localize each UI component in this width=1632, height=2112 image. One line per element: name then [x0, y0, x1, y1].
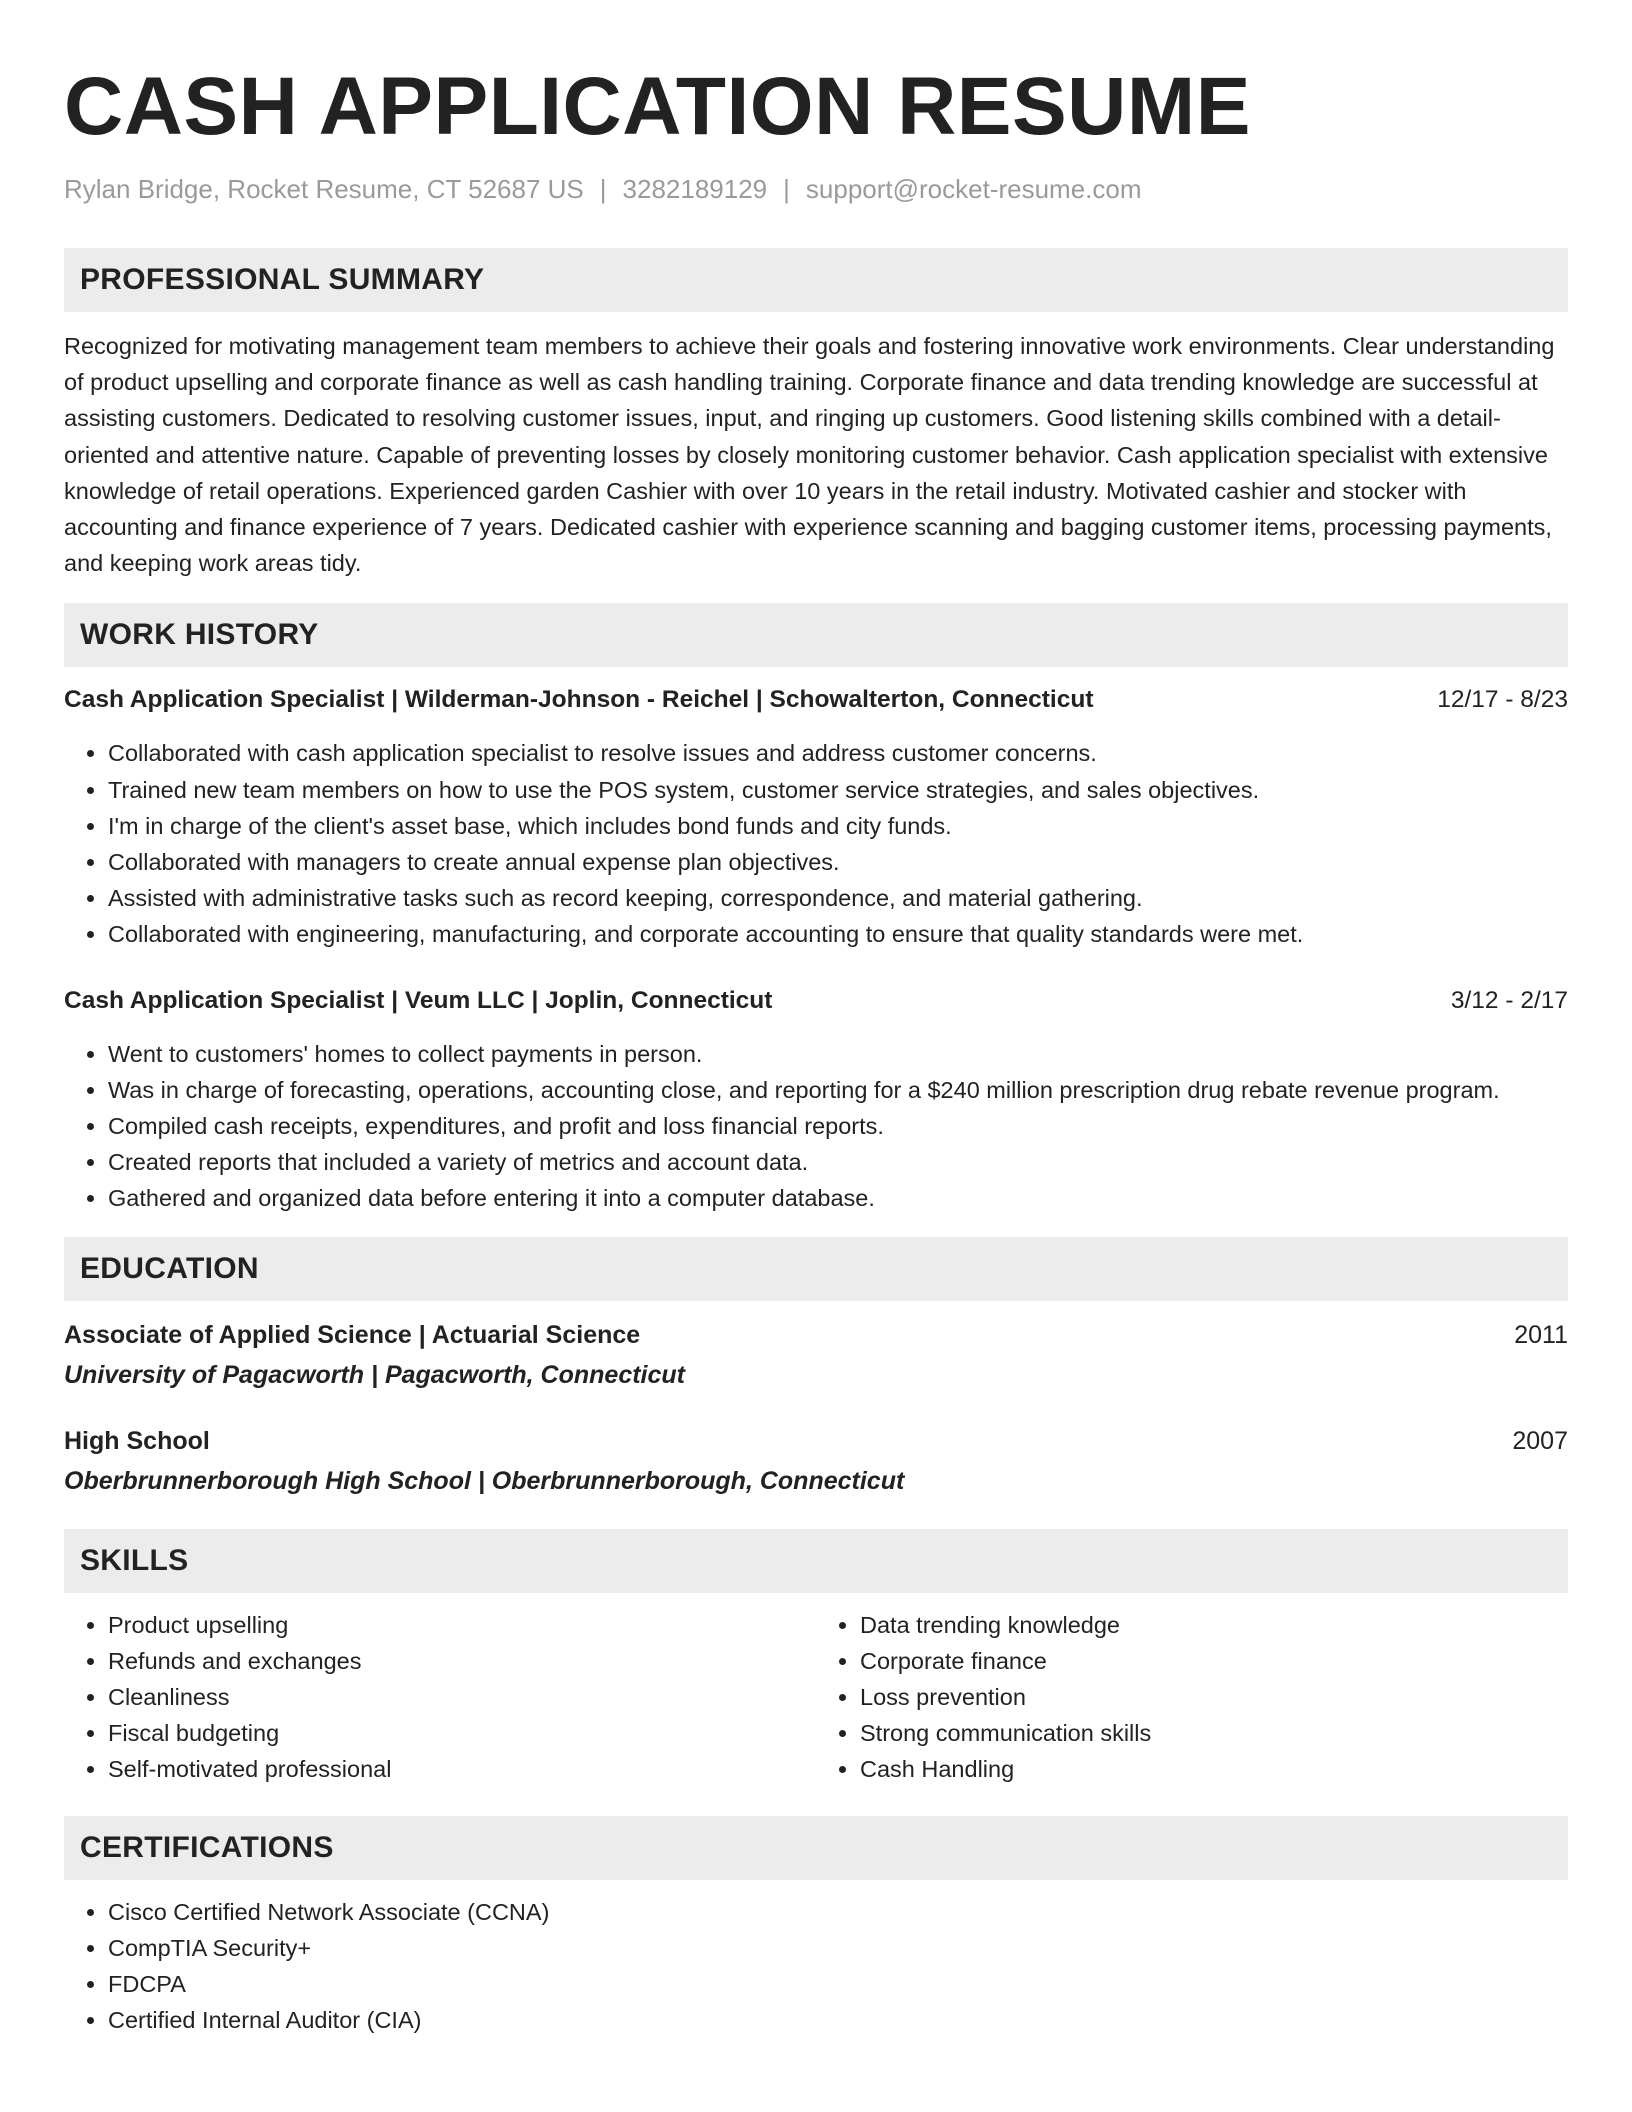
education-degree: High School: [64, 1426, 210, 1455]
job-dates: 12/17 - 8/23: [1437, 686, 1568, 714]
job-entry: [64, 683, 1568, 952]
job-bullet: • Was in charge of forecasting, operations, accounting close, and reporting for a $240 million prescription drug rebate revenue program.: [108, 1072, 1568, 1108]
contact-line: [64, 172, 1568, 206]
skill-item: • Cash Handling: [860, 1751, 1568, 1787]
job-header: [64, 984, 1568, 1018]
work-history-heading: WORK HISTORY: [64, 603, 1568, 667]
job-bullets: [64, 1036, 1568, 1217]
contact-email: support@rocket-resume.com: [805, 174, 1142, 204]
job-bullet: • Assisted with administrative tasks such as record keeping, correspondence, and material gathering.: [108, 880, 1568, 916]
contact-separator: |: [599, 174, 607, 204]
education-school: University of Pagacworth | Pagacworth, Connecticut: [64, 1360, 685, 1389]
contact-address: Rylan Bridge, Rocket Resume, CT 52687 US: [64, 174, 584, 204]
skill-item: • Self-motivated professional: [108, 1751, 816, 1787]
job-bullet: • Collaborated with managers to create annual expense plan objectives.: [108, 844, 1568, 880]
education-entry: [64, 1317, 1568, 1393]
skill-item: • Strong communication skills: [860, 1715, 1568, 1751]
job-title: Cash Application Specialist | Wilderman-Johnson - Reichel | Schowalterton, Connecticut: [64, 686, 1094, 714]
skills-list-right: [816, 1607, 1568, 1788]
job-bullet: • I'm in charge of the client's asset base, which includes bond funds and city funds.: [108, 808, 1568, 844]
education-entry: [64, 1423, 1568, 1499]
summary-text: Recognized for motivating management team members to achieve their goals and fostering innovative work environments. Clear understanding of product upselling and corporate finance as well as cash handling training. Corporate finance and data trending knowledge are successful at assisting customers. Dedicated to resolving customer issues, input, and ringing up customers. Good listening skills combined with a detail-oriented and attentive nature. Capable of preventing losses by closely monitoring customer behavior. Cash application specialist with extensive knowledge of retail operations. Experienced garden Cashier with over 10 years in the retail industry. Motivated cashier and stocker with accounting and finance experience of 7 years. Dedicated cashier with experience scanning and bagging customer items, processing payments, and keeping work areas tidy.: [64, 333, 1555, 577]
job-bullet: • Went to customers' homes to collect payments in person.: [108, 1036, 1568, 1072]
job-dates: 3/12 - 2/17: [1450, 986, 1568, 1014]
job-bullet: • Collaborated with engineering, manufacturing, and corporate accounting to ensure that quality standards were met.: [108, 916, 1568, 952]
contact-phone: 3282189129: [622, 174, 768, 204]
skills-list-left: [64, 1607, 816, 1788]
skill-item: • Product upselling: [108, 1607, 816, 1643]
education-header: [64, 1317, 1568, 1353]
skill-item: • Loss prevention: [860, 1679, 1568, 1715]
skill-item: • Fiscal budgeting: [108, 1715, 816, 1751]
certification-item: • Cisco Certified Network Associate (CCNA): [108, 1894, 1568, 1930]
education-heading: EDUCATION: [64, 1237, 1568, 1301]
certification-item: • CompTIA Security+: [108, 1930, 1568, 1966]
education-header: [64, 1423, 1568, 1459]
job-entry: [64, 984, 1568, 1217]
certification-item: • Certified Internal Auditor (CIA): [108, 2002, 1568, 2038]
job-bullet: • Compiled cash receipts, expenditures, and profit and loss financial reports.: [108, 1108, 1568, 1144]
job-header: [64, 683, 1568, 717]
education-year: 2007: [1512, 1426, 1568, 1455]
resume-title: CASH APPLICATION RESUME: [64, 61, 1251, 152]
skill-item: • Data trending knowledge: [860, 1607, 1568, 1643]
education-year: 2011: [1514, 1320, 1568, 1349]
certifications-heading: CERTIFICATIONS: [64, 1816, 1568, 1880]
education-degree: Associate of Applied Science | Actuarial Science: [64, 1320, 641, 1349]
job-bullet: • Trained new team members on how to use the POS system, customer service strategies, and sales objectives.: [108, 772, 1568, 808]
skills-heading: SKILLS: [64, 1529, 1568, 1593]
contact-separator: |: [783, 174, 790, 204]
skills-columns: [64, 1607, 1568, 1788]
job-bullet: • Gathered and organized data before entering it into a computer database.: [108, 1180, 1568, 1216]
skill-item: • Corporate finance: [860, 1643, 1568, 1679]
certifications-list: [64, 1894, 1568, 2039]
summary-heading: PROFESSIONAL SUMMARY: [64, 248, 1568, 312]
job-title: Cash Application Specialist | Veum LLC | Joplin, Connecticut: [64, 986, 773, 1014]
skill-item: • Cleanliness: [108, 1679, 816, 1715]
skill-item: • Refunds and exchanges: [108, 1643, 816, 1679]
job-bullets: [64, 735, 1568, 952]
job-bullet: • Created reports that included a variety of metrics and account data.: [108, 1144, 1568, 1180]
job-bullet: • Collaborated with cash application specialist to resolve issues and address customer concerns.: [108, 735, 1568, 771]
certification-item: • FDCPA: [108, 1966, 1568, 2002]
education-school: Oberbrunnerborough High School | Oberbrunnerborough, Connecticut: [64, 1466, 905, 1495]
